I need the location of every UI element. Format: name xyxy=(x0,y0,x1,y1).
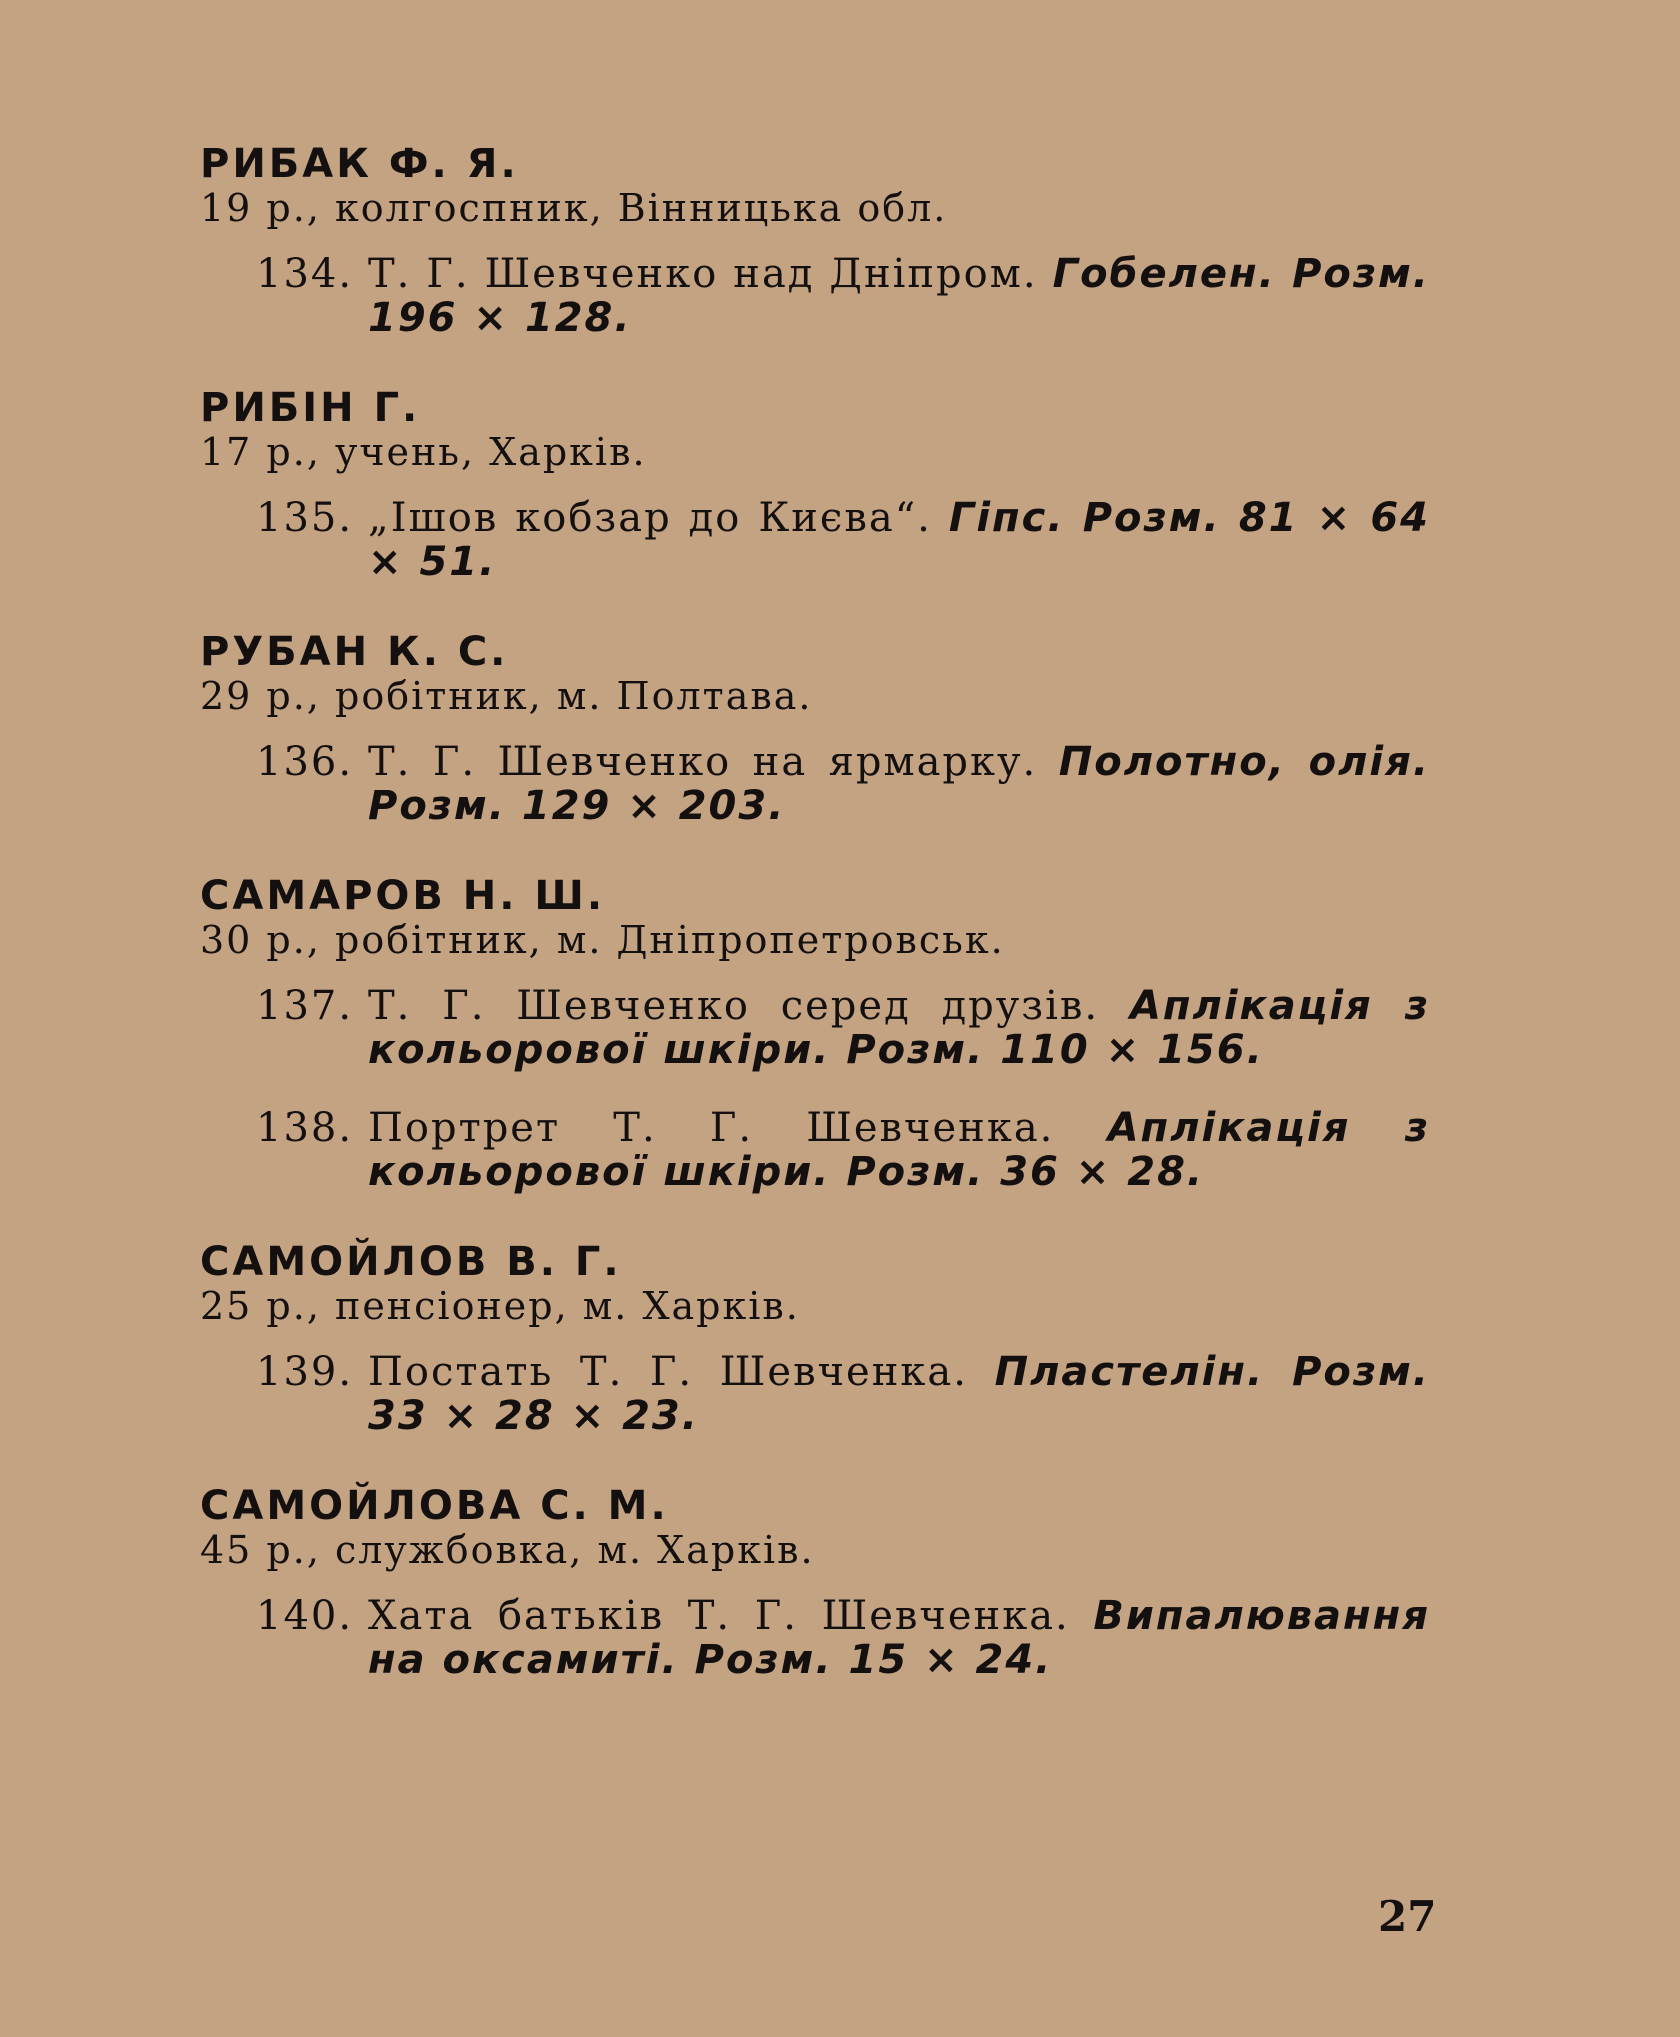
entry-number: 136. xyxy=(256,739,354,785)
catalog-entry xyxy=(200,1594,1440,1682)
entry-title: Хата батьків Т. Г. Шевченка. xyxy=(368,1593,1070,1639)
author-block xyxy=(200,384,1440,584)
author-block xyxy=(200,1482,1440,1682)
entry-details: Гіпс. Розм. 81 × 64 × 51. xyxy=(368,495,1430,585)
author-info: 30 р., робітник, м. Дніпропетровськ. xyxy=(200,918,1005,962)
entry-details: Аплікація з кольорової шкіри. Розм. 36 × 28. xyxy=(368,1105,1431,1195)
entry-title: Т. Г. Шевченко серед друзів. xyxy=(368,983,1100,1029)
catalog-entry xyxy=(200,496,1440,584)
author-block xyxy=(200,140,1440,340)
catalog-entry xyxy=(200,1350,1440,1438)
entry-details: Полотно, олія. Розм. 129 × 203. xyxy=(368,739,1431,829)
catalog-page xyxy=(200,140,1440,1726)
author-name: САМАРОВ Н. Ш. xyxy=(200,873,606,919)
catalog-entry xyxy=(200,252,1440,340)
entry-title: „Ішов кобзар до Києва“. xyxy=(368,495,932,541)
entry-number: 137. xyxy=(256,983,354,1029)
author-info: 17 р., учень, Харків. xyxy=(200,430,647,474)
author-name: РИБІН Г. xyxy=(200,385,421,431)
entry-number: 139. xyxy=(256,1349,354,1395)
author-name: САМОЙЛОВ В. Г. xyxy=(200,1239,622,1285)
entry-details: Гобелен. Розм. 196 × 128. xyxy=(368,251,1431,341)
author-info: 45 р., службовка, м. Харків. xyxy=(200,1528,815,1572)
author-info: 19 р., колгоспник, Вінницька обл. xyxy=(200,186,948,230)
author-name: РИБАК Ф. Я. xyxy=(200,141,519,187)
entry-number: 138. xyxy=(256,1105,354,1151)
entry-details: Аплікація з кольорової шкіри. Розм. 110 × 156. xyxy=(368,983,1431,1073)
page-number: 27 xyxy=(1378,1892,1437,1941)
catalog-entry xyxy=(200,740,1440,828)
catalog-entry xyxy=(200,984,1440,1072)
entry-title: Т. Г. Шевченко над Дніпром. xyxy=(368,251,1038,297)
entry-details: Випалювання на оксамиті. Розм. 15 × 24. xyxy=(368,1593,1430,1683)
entry-number: 140. xyxy=(256,1593,354,1639)
entry-number: 134. xyxy=(256,251,354,297)
entry-title: Постать Т. Г. Шевченка. xyxy=(368,1349,968,1395)
entry-number: 135. xyxy=(256,495,354,541)
author-name: САМОЙЛОВА С. М. xyxy=(200,1483,669,1529)
catalog-entry xyxy=(200,1106,1440,1194)
entry-title: Портрет Т. Г. Шевченка. xyxy=(368,1105,1055,1151)
entry-details: Пластелін. Розм. 33 × 28 × 23. xyxy=(368,1349,1431,1439)
entry-title: Т. Г. Шевченко на ярмарку. xyxy=(368,739,1038,785)
author-info: 25 р., пенсіонер, м. Харків. xyxy=(200,1284,800,1328)
author-block xyxy=(200,628,1440,828)
author-info: 29 р., робітник, м. Полтава. xyxy=(200,674,813,718)
author-name: РУБАН К. С. xyxy=(200,629,509,675)
author-block xyxy=(200,1238,1440,1438)
author-block xyxy=(200,872,1440,1194)
